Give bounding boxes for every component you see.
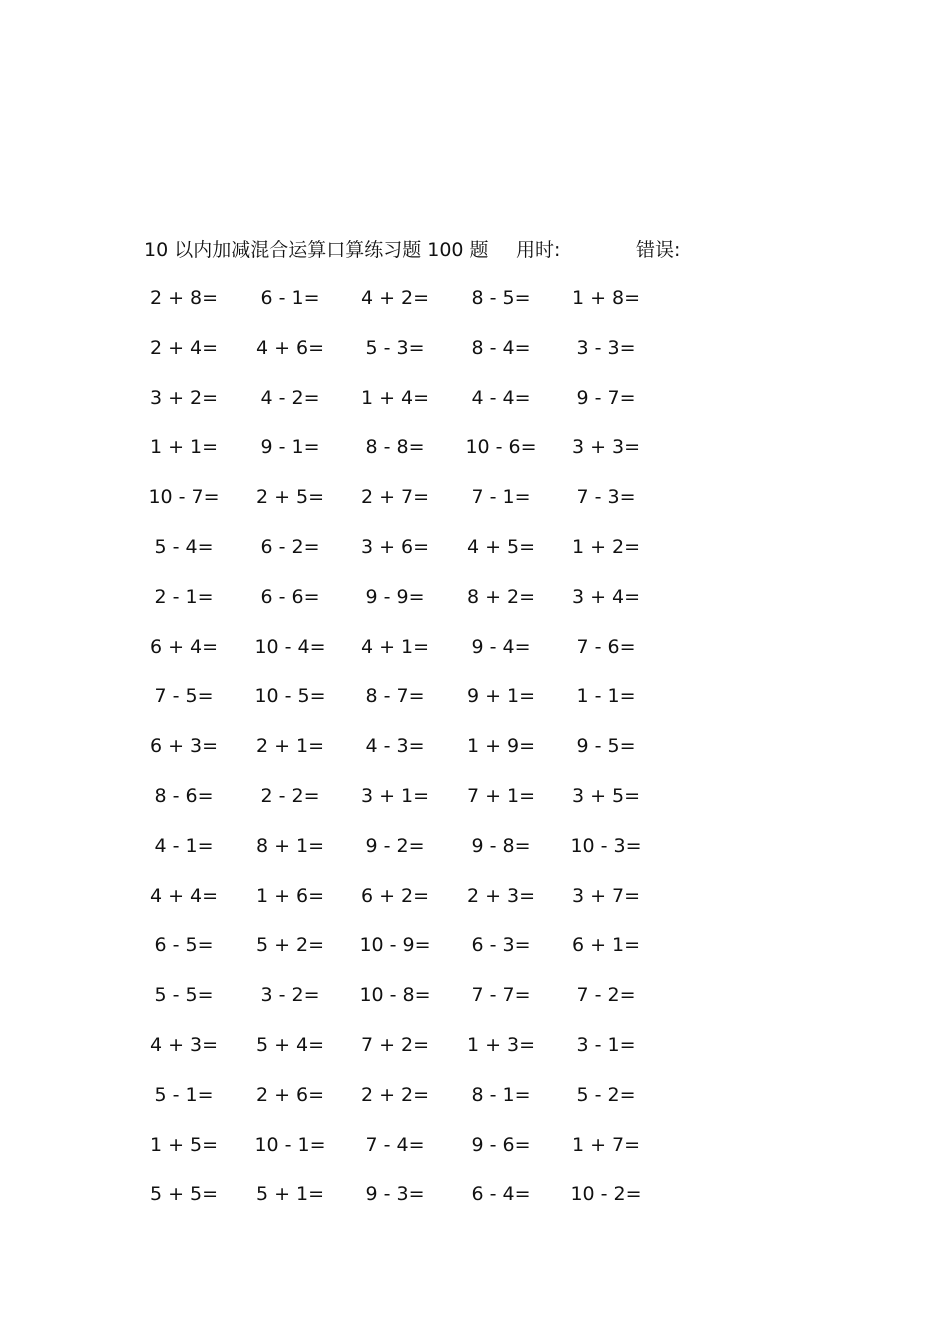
arithmetic-problem: 8 - 4=	[471, 336, 531, 359]
problem-row	[0, 633, 950, 683]
arithmetic-problem: 7 - 6=	[576, 635, 636, 658]
arithmetic-problem: 5 + 2=	[255, 934, 325, 957]
arithmetic-problem: 9 - 2=	[365, 834, 425, 857]
arithmetic-problem: 6 - 2=	[260, 535, 320, 558]
arithmetic-problem: 2 + 1=	[255, 735, 325, 758]
arithmetic-problem: 2 + 4=	[149, 336, 219, 359]
arithmetic-problem: 2 + 3=	[466, 884, 536, 907]
arithmetic-problem: 8 - 8=	[365, 436, 425, 459]
arithmetic-problem: 2 + 5=	[255, 486, 325, 509]
arithmetic-problem: 8 + 2=	[466, 585, 536, 608]
arithmetic-problem: 1 + 6=	[255, 884, 325, 907]
arithmetic-problem: 3 + 4=	[571, 585, 641, 608]
arithmetic-problem: 2 + 2=	[360, 1083, 430, 1106]
arithmetic-problem: 8 - 6=	[154, 784, 214, 807]
arithmetic-problem: 10 - 7=	[148, 486, 220, 509]
arithmetic-problem: 8 - 7=	[365, 685, 425, 708]
problem-row	[0, 1081, 950, 1131]
arithmetic-problem: 2 + 7=	[360, 486, 430, 509]
arithmetic-problem: 1 + 1=	[149, 436, 219, 459]
problem-row	[0, 533, 950, 583]
arithmetic-problem: 10 - 5=	[254, 685, 326, 708]
arithmetic-problem: 7 - 1=	[471, 486, 531, 509]
arithmetic-problem: 3 + 7=	[571, 884, 641, 907]
arithmetic-problem: 9 - 1=	[260, 436, 320, 459]
arithmetic-problem: 6 - 1=	[260, 287, 320, 309]
problem-grid	[0, 284, 950, 1230]
arithmetic-problem: 3 - 3=	[576, 336, 636, 359]
problem-row	[0, 1180, 950, 1230]
problem-row	[0, 782, 950, 832]
worksheet-header	[0, 236, 950, 264]
arithmetic-problem: 10 - 4=	[254, 635, 326, 658]
problem-row	[0, 433, 950, 483]
arithmetic-problem: 4 - 3=	[365, 735, 425, 758]
arithmetic-problem: 6 - 3=	[471, 934, 531, 957]
arithmetic-problem: 5 + 5=	[149, 1183, 219, 1206]
arithmetic-problem: 9 - 6=	[471, 1133, 531, 1156]
arithmetic-problem: 4 - 1=	[154, 834, 214, 857]
problem-row	[0, 832, 950, 882]
arithmetic-problem: 2 - 1=	[154, 585, 214, 608]
arithmetic-problem: 6 + 3=	[149, 735, 219, 758]
problem-row	[0, 682, 950, 732]
arithmetic-problem: 5 - 4=	[154, 535, 214, 558]
problem-row	[0, 583, 950, 633]
arithmetic-problem: 1 - 1=	[576, 685, 636, 708]
arithmetic-problem: 3 + 2=	[149, 386, 219, 409]
arithmetic-problem: 4 + 5=	[466, 535, 536, 558]
problem-row	[0, 882, 950, 932]
arithmetic-problem: 4 - 2=	[260, 386, 320, 409]
arithmetic-problem: 3 - 1=	[576, 1033, 636, 1056]
arithmetic-problem: 4 + 3=	[149, 1033, 219, 1056]
arithmetic-problem: 1 + 7=	[571, 1133, 641, 1156]
problem-row	[0, 1131, 950, 1181]
arithmetic-problem: 10 - 2=	[570, 1183, 642, 1206]
arithmetic-problem: 10 - 9=	[359, 934, 431, 957]
arithmetic-problem: 7 - 4=	[365, 1133, 425, 1156]
time-used-label: 用时:	[516, 239, 561, 261]
problem-row	[0, 483, 950, 533]
problem-row	[0, 931, 950, 981]
arithmetic-problem: 4 + 4=	[149, 884, 219, 907]
arithmetic-problem: 7 - 3=	[576, 486, 636, 509]
arithmetic-problem: 4 - 4=	[471, 386, 531, 409]
arithmetic-problem: 8 + 1=	[255, 834, 325, 857]
problem-row	[0, 284, 950, 334]
arithmetic-problem: 4 + 2=	[360, 287, 430, 309]
arithmetic-problem: 9 - 8=	[471, 834, 531, 857]
arithmetic-problem: 2 + 8=	[149, 287, 219, 309]
problem-row	[0, 732, 950, 782]
arithmetic-problem: 7 - 2=	[576, 984, 636, 1007]
arithmetic-problem: 1 + 4=	[360, 386, 430, 409]
arithmetic-problem: 5 - 5=	[154, 984, 214, 1007]
problem-row	[0, 334, 950, 384]
arithmetic-problem: 6 - 5=	[154, 934, 214, 957]
arithmetic-problem: 10 - 6=	[465, 436, 537, 459]
arithmetic-problem: 3 - 2=	[260, 984, 320, 1007]
arithmetic-problem: 6 - 4=	[471, 1183, 531, 1206]
arithmetic-problem: 1 + 3=	[466, 1033, 536, 1056]
arithmetic-problem: 4 + 6=	[255, 336, 325, 359]
arithmetic-problem: 1 + 8=	[571, 287, 641, 309]
arithmetic-problem: 2 - 2=	[260, 784, 320, 807]
arithmetic-problem: 9 - 7=	[576, 386, 636, 409]
arithmetic-problem: 3 + 3=	[571, 436, 641, 459]
arithmetic-problem: 6 + 4=	[149, 635, 219, 658]
arithmetic-problem: 1 + 2=	[571, 535, 641, 558]
arithmetic-problem: 10 - 3=	[570, 834, 642, 857]
problem-row	[0, 981, 950, 1031]
arithmetic-problem: 9 + 1=	[466, 685, 536, 708]
arithmetic-problem: 3 + 6=	[360, 535, 430, 558]
arithmetic-problem: 3 + 5=	[571, 784, 641, 807]
problem-row	[0, 1031, 950, 1081]
arithmetic-problem: 9 - 3=	[365, 1183, 425, 1206]
arithmetic-problem: 7 + 2=	[360, 1033, 430, 1056]
arithmetic-problem: 8 - 5=	[471, 287, 531, 309]
arithmetic-problem: 5 - 2=	[576, 1083, 636, 1106]
arithmetic-problem: 7 + 1=	[466, 784, 536, 807]
arithmetic-problem: 4 + 1=	[360, 635, 430, 658]
arithmetic-problem: 6 + 2=	[360, 884, 430, 907]
arithmetic-problem: 10 - 8=	[359, 984, 431, 1007]
arithmetic-problem: 5 - 1=	[154, 1083, 214, 1106]
arithmetic-problem: 8 - 1=	[471, 1083, 531, 1106]
arithmetic-problem: 3 + 1=	[360, 784, 430, 807]
arithmetic-problem: 9 - 5=	[576, 735, 636, 758]
arithmetic-problem: 10 - 1=	[254, 1133, 326, 1156]
arithmetic-problem: 6 - 6=	[260, 585, 320, 608]
arithmetic-problem: 7 - 7=	[471, 984, 531, 1007]
arithmetic-problem: 5 - 3=	[365, 336, 425, 359]
arithmetic-problem: 5 + 4=	[255, 1033, 325, 1056]
arithmetic-problem: 1 + 5=	[149, 1133, 219, 1156]
arithmetic-problem: 1 + 9=	[466, 735, 536, 758]
arithmetic-problem: 5 + 1=	[255, 1183, 325, 1206]
arithmetic-problem: 6 + 1=	[571, 934, 641, 957]
arithmetic-problem: 9 - 4=	[471, 635, 531, 658]
arithmetic-problem: 2 + 6=	[255, 1083, 325, 1106]
errors-label: 错误:	[636, 239, 681, 261]
worksheet-title: 10 以内加减混合运算口算练习题 100 题	[144, 239, 489, 261]
arithmetic-problem: 9 - 9=	[365, 585, 425, 608]
problem-row	[0, 384, 950, 434]
arithmetic-problem: 7 - 5=	[154, 685, 214, 708]
